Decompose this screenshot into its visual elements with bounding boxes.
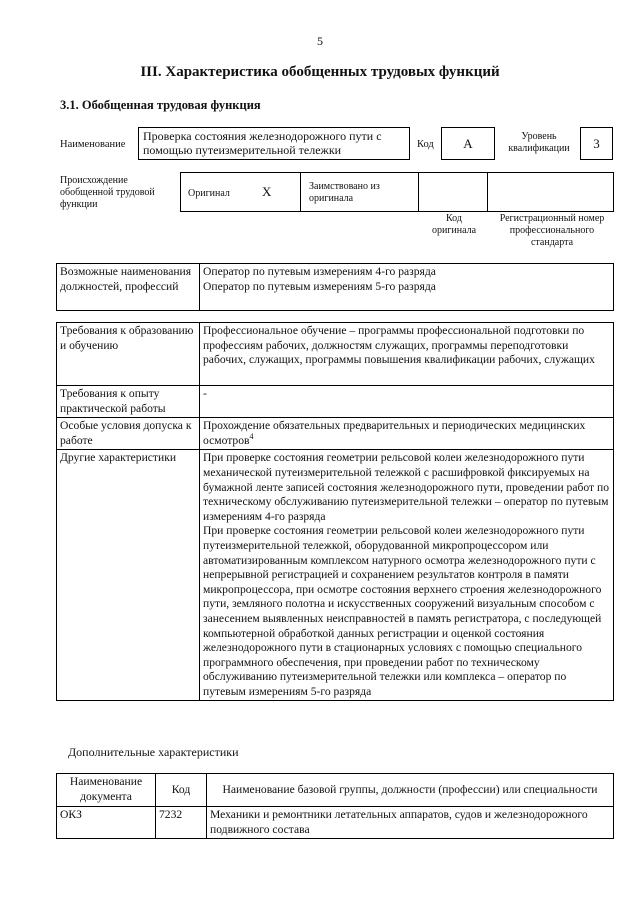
- requirement-label: Требования к опыту практической работы: [57, 386, 200, 418]
- table-row: [57, 418, 614, 450]
- table-row: [57, 807, 614, 839]
- requirement-value: Профессиональное обучение – программы профессиональной подготовки по профессиям рабочих, должностям служащих, программы переподготовки рабочих, служащих, программы повышения квалификации рабочих, служащих: [200, 323, 614, 386]
- positions-table: [56, 263, 614, 311]
- function-name: Проверка состояния железнодорожного пути с помощью путеизмерительной тележки: [143, 129, 382, 157]
- origin-divider: [487, 172, 488, 212]
- column-header: Наименование документа: [57, 774, 156, 807]
- name-label: Наименование: [60, 139, 126, 150]
- footnote-mark: 4: [249, 431, 254, 441]
- code-value: A: [441, 127, 495, 160]
- origin-divider: [300, 172, 301, 212]
- page-number: 5: [317, 34, 323, 48]
- additional-title: Дополнительные характеристики: [68, 745, 239, 759]
- column-header: Код: [156, 774, 207, 807]
- code-label: Код: [417, 139, 434, 150]
- positions-values: [200, 264, 614, 311]
- requirement-text: Прохождение обязательных предварительных и периодических медицинских осмотров: [203, 419, 586, 447]
- level-value: 3: [580, 127, 613, 160]
- requirement-label: Требования к образованию и обучению: [57, 323, 200, 386]
- positions-label: Возможные наименования должностей, профессий: [57, 264, 200, 311]
- table-row: [57, 323, 614, 386]
- paragraph: При проверке состояния геометрии рельсовой колеи железнодорожного пути путеизмерительной тележкой, оборудованной микропроцессором или автоматизированным комплексом натурного осмотра железнодорожного пути с непрерывной регистрацией и сохранением результатов контроля в памяти микропроцессора, при осмотре состояния верхнего строения железнодорожного пути, земляного полотна и искусственных сооружений визуальным способом с занесением выявленных неисправностей в память регистратора, с последующей компьютерной обработкой данных регистрации и оценкой состояния железнодорожного пути в стационарных условиях с помощью специального программного обеспечения, при проведении работ по техническому обслуживанию путеизмерительной тележки или комплекса – оператор по путевым измерениям 5-го разряда: [203, 524, 602, 698]
- position-item: Оператор по путевым измерениям 4-го разряда: [203, 265, 436, 278]
- table-cell: Механики и ремонтники летательных аппаратов, судов и железнодорожного подвижного состава: [207, 807, 614, 839]
- requirement-value: -: [200, 386, 614, 418]
- origin-divider: [418, 172, 419, 212]
- regnum-caption: Регистрационный номер профессионального стандарта: [499, 213, 605, 248]
- level-label: Уровень квалификации: [508, 131, 570, 154]
- additional-table: [56, 773, 614, 839]
- code-caption: Код оригинала: [431, 213, 477, 236]
- requirement-label: Другие характеристики: [57, 450, 200, 701]
- table-row: [57, 386, 614, 418]
- original-label: Оригинал: [188, 188, 230, 199]
- requirements-table: [56, 322, 614, 701]
- section-title: III. Характеристика обобщенных трудовых функций: [140, 64, 500, 80]
- requirement-value: [200, 450, 614, 701]
- column-header: Наименование базовой группы, должности (профессии) или специальности: [207, 774, 614, 807]
- borrowed-label: Заимствовано из оригинала: [309, 181, 380, 204]
- paragraph: При проверке состояния геометрии рельсовой колеи железнодорожного пути механической путеизмерительной тележкой с расшифровкой фиксируемых на бумажной ленте записей состояния железнодорожного пути, проведении работ по техническому обслуживанию путеизмерительной тележки – оператор по путевым измерениям 4-го разряда: [203, 451, 609, 523]
- origin-label: Происхождение обобщенной трудовой функции: [60, 175, 155, 210]
- subsection-title: 3.1. Обобщенная трудовая функция: [60, 98, 261, 112]
- requirement-label: Особые условия допуска к работе: [57, 418, 200, 450]
- table-cell: 7232: [156, 807, 207, 839]
- table-header-row: [57, 774, 614, 807]
- requirement-value: [200, 418, 614, 450]
- position-item: Оператор по путевым измерениям 5-го разряда: [203, 279, 436, 293]
- table-cell: ОКЗ: [57, 807, 156, 839]
- function-name-box: [138, 127, 410, 160]
- table-row: [57, 450, 614, 701]
- original-mark: X: [262, 184, 272, 199]
